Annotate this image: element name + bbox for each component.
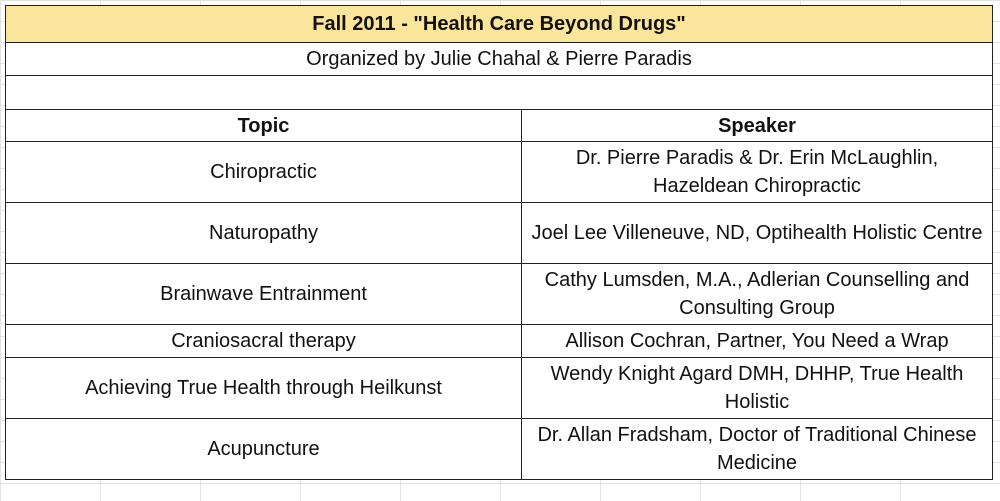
topic-cell[interactable]: Achieving True Health through Heilkunst — [6, 358, 522, 419]
topic-cell[interactable]: Craniosacral therapy — [6, 325, 522, 358]
schedule-title[interactable]: Fall 2011 - "Health Care Beyond Drugs" — [6, 6, 993, 43]
topic-cell[interactable]: Naturopathy — [6, 203, 522, 264]
blank-cell[interactable] — [6, 76, 993, 110]
table-row — [6, 358, 993, 419]
title-row — [6, 6, 993, 43]
organizers-row — [6, 43, 993, 76]
table-row — [6, 203, 993, 264]
speaker-cell[interactable]: Joel Lee Villeneuve, ND, Optihealth Holistic Centre — [522, 203, 993, 264]
organizers-text[interactable]: Organized by Julie Chahal & Pierre Paradis — [6, 43, 993, 76]
topic-column-header[interactable]: Topic — [6, 110, 522, 142]
column-header-row — [6, 110, 993, 142]
speaker-column-header[interactable]: Speaker — [522, 110, 993, 142]
speaker-cell[interactable]: Cathy Lumsden, M.A., Adlerian Counselling and Consulting Group — [522, 264, 993, 325]
table-row — [6, 325, 993, 358]
table-row — [6, 264, 993, 325]
speaker-cell[interactable]: Dr. Allan Fradsham, Doctor of Traditional Chinese Medicine — [522, 419, 993, 480]
table-row — [6, 142, 993, 203]
speaker-cell[interactable]: Wendy Knight Agard DMH, DHHP, True Health Holistic — [522, 358, 993, 419]
table-row — [6, 419, 993, 480]
blank-row — [6, 76, 993, 110]
topic-cell[interactable]: Chiropractic — [6, 142, 522, 203]
speaker-cell[interactable]: Allison Cochran, Partner, You Need a Wrap — [522, 325, 993, 358]
topic-cell[interactable]: Brainwave Entrainment — [6, 264, 522, 325]
topic-cell[interactable]: Acupuncture — [6, 419, 522, 480]
speaker-schedule-table — [5, 5, 993, 480]
speaker-cell[interactable]: Dr. Pierre Paradis & Dr. Erin McLaughlin, Hazeldean Chiropractic — [522, 142, 993, 203]
